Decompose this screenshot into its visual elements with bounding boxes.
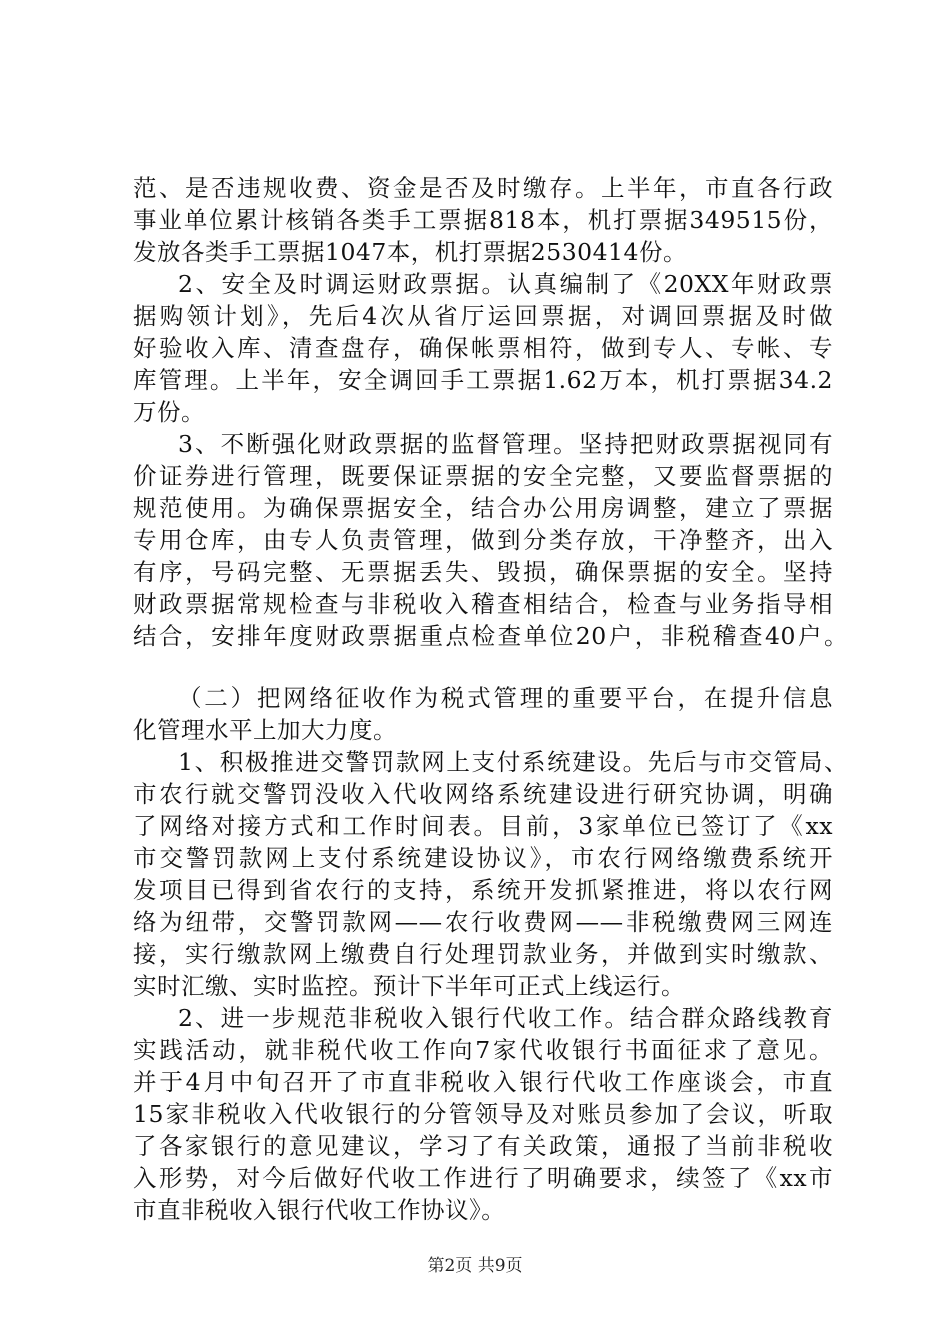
text-line: 2、进一步规范非税收入银行代收工作。结合群众路线教育 [178, 1004, 833, 1032]
text-line: 万份。 [133, 398, 205, 426]
text-line: 并于4月中旬召开了市直非税收入银行代收工作座谈会，市直 [133, 1068, 833, 1096]
text-line: 实践活动，就非税代收工作向7家代收银行书面征求了意见。 [133, 1036, 833, 1064]
text-line: 2、安全及时调运财政票据。认真编制了《20XX年财政票 [178, 270, 833, 298]
text-line: 财政票据常规检查与非税收入稽查相结合，检查与业务指导相 [133, 590, 833, 618]
text-line: 有序，号码完整、无票据丢失、毁损，确保票据的安全。坚持 [133, 558, 833, 586]
text-line: 了网络对接方式和工作时间表。目前，3家单位已签订了《xx [133, 812, 833, 840]
text-line: 结合，安排年度财政票据重点检查单位20户，非税稽查40户。 [133, 622, 848, 650]
text-line: 化管理水平上加大力度。 [133, 716, 397, 744]
text-line: 据购领计划》，先后4次从省厅运回票据，对调回票据及时做 [133, 302, 833, 330]
text-line: 事业单位累计核销各类手工票据818本，机打票据349515份， [133, 206, 833, 234]
text-line: 市农行就交警罚没收入代收网络系统建设进行研究协调，明确 [133, 780, 833, 808]
text-line: 专用仓库，由专人负责管理，做到分类存放，干净整齐，出入 [133, 526, 833, 554]
text-line: 接，实行缴款网上缴费自行处理罚款业务，并做到实时缴款、 [133, 940, 833, 968]
text-line: 发放各类手工票据1047本，机打票据2530414份。 [133, 238, 687, 266]
page-number-footer: 第2页 共9页 [427, 1256, 523, 1276]
text-line: 范、是否违规收费、资金是否及时缴存。上半年，市直各行政 [133, 174, 833, 202]
text-line: 规范使用。为确保票据安全，结合办公用房调整，建立了票据 [133, 494, 833, 522]
text-line: 发项目已得到省农行的支持，系统开发抓紧推进，将以农行网 [133, 876, 833, 904]
text-line: 入形势，对今后做好代收工作进行了明确要求，续签了《xx市 [133, 1164, 833, 1192]
text-line: 实时汇缴、实时监控。预计下半年可正式上线运行。 [133, 972, 685, 1000]
text-line: 价证券进行管理，既要保证票据的安全完整，又要监督票据的 [133, 462, 833, 490]
text-line: 了各家银行的意见建议，学习了有关政策，通报了当前非税收 [133, 1132, 833, 1160]
text-line: 络为纽带，交警罚款网——农行收费网——非税缴费网三网连 [133, 908, 833, 936]
text-line: 库管理。上半年，安全调回手工票据1.62万本，机打票据34.2 [133, 366, 833, 394]
text-line: 市直非税收入银行代收工作协议》。 [133, 1196, 506, 1224]
text-line: 15家非税收入代收银行的分管领导及对账员参加了会议，听取 [133, 1100, 833, 1128]
text-line: 好验收入库、清查盘存，确保帐票相符，做到专人、专帐、专 [133, 334, 833, 362]
text-line: 市交警罚款网上支付系统建设协议》，市农行网络缴费系统开 [133, 844, 833, 872]
text-line: 1、积极推进交警罚款网上支付系统建设。先后与市交管局、 [178, 748, 848, 776]
text-line: （二）把网络征收作为税式管理的重要平台，在提升信息 [178, 684, 833, 712]
text-line: 3、不断强化财政票据的监督管理。坚持把财政票据视同有 [178, 430, 833, 458]
